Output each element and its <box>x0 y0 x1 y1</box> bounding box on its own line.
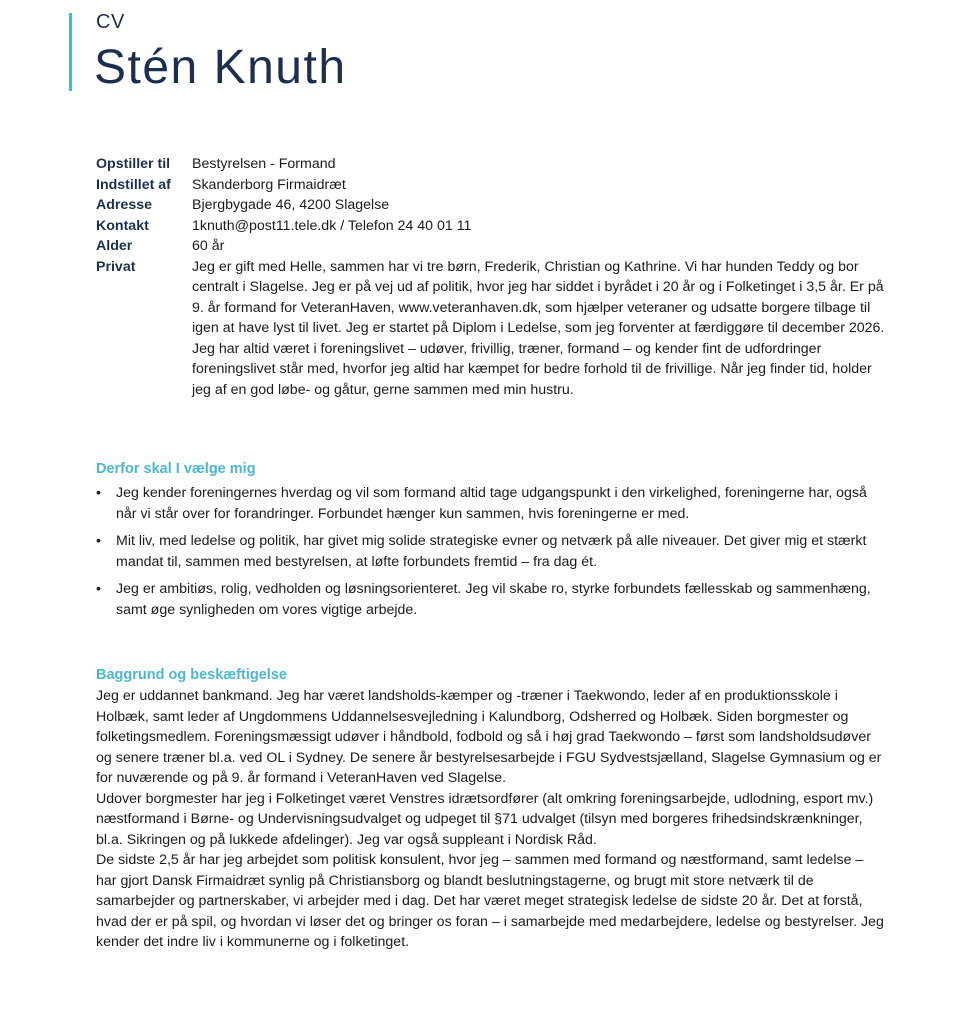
info-value: Bjergbygade 46, 4200 Slagelse <box>192 197 390 213</box>
info-table <box>96 154 886 400</box>
cv-label: CV <box>96 11 125 33</box>
background-paragraph: De sidste 2,5 år har jeg arbejdet som politisk konsulent, hvor jeg – sammen med formand og næstformand, samt ledelse – har gjort Dansk Firmaidræt synlig på Christiansborg og blandt beslutningstagerne, og brugt mit store netværk til de samarbejder og partnerskaber, vi arbejder med i dag. Det har været meget strategisk ledelse de sidste 20 år. Det at forstå, hvad der er på spil, og hvordan vi løser det og bringer os foran – i samarbejde med medarbejdere, ledelse og bestyrelser. Jeg kender det indre liv i kommunerne og i folketinget. <box>96 852 884 950</box>
candidate-name: Stén Knuth <box>94 41 347 94</box>
section-title-background: Baggrund og beskæftigelse <box>96 667 287 683</box>
info-row-opstiller <box>96 154 886 175</box>
info-row-privat <box>96 257 886 401</box>
info-key: Kontakt <box>96 217 149 234</box>
why-list <box>96 483 876 627</box>
info-value: Skanderborg Firmaidræt <box>192 176 346 193</box>
info-value: 1knuth@post11.tele.dk / Telefon 24 40 01 11 <box>192 217 472 234</box>
info-key: Adresse <box>96 197 152 213</box>
info-row-adresse <box>96 195 886 216</box>
bullet-icon: • <box>96 485 101 501</box>
info-value: 60 år <box>192 238 225 254</box>
info-key: Privat <box>96 258 136 275</box>
bullet-icon: • <box>96 581 101 597</box>
section-title-why: Derfor skal I vælge mig <box>96 461 256 477</box>
privat-paragraph: Jeg har altid været i foreningslivet – udøver, frivillig, træner, formand – og kender fint de udfordringer foreningslivet står med, hvorfor jeg altid har kæmpet for bedre forhold til de frivillige. Når jeg finder tid, holder jeg af en god løbe- og gåtur, gerne sammen med min hustru. <box>192 340 872 398</box>
info-value: Bestyrelsen - Formand <box>192 156 336 172</box>
background-paragraph: Jeg er uddannet bankmand. Jeg har været landsholds-kæmper og -træner i Taekwondo, leder af en produktionsskole i Holbæk, samt leder af Ungdommens Uddannelsesvejledning i Kalundborg, Odsherred og Holbæk. Siden borgmester og folketingsmedlem. Foreningsmæssigt udøver i håndbold, fodbold og så i høj grad Taekwondo – først som landsholdsudøver og senere træner bl.a. ved OL i Sydney. De senere år bestyrelsesarbejde i FGU Sydvestsjælland, Slagelse Gymnasium og er for nuværende og på 9. år formand i VeteranHaven ved Slagelse. <box>96 688 882 786</box>
info-row-kontakt <box>96 216 886 237</box>
info-row-alder <box>96 236 886 257</box>
accent-bar <box>69 13 72 91</box>
background-text <box>96 686 886 953</box>
info-key: Opstiller til <box>96 156 171 172</box>
list-item <box>96 579 876 620</box>
background-paragraph: Udover borgmester har jeg i Folketinget været Venstres idrætsordfører (alt omkring foreningsarbejde, udlodning, esport mv.) næstformand i Børne- og Undervisningsudvalget og udpeget til §71 udvalget (tilsyn med borgeres frihedsindskrænkninger, bl.a. Sikringen og på lukkede afdelinger). Jeg var også suppleant i Nordisk Råd. <box>96 790 874 848</box>
bullet-icon: • <box>96 533 101 549</box>
list-item-text: Mit liv, med ledelse og politik, har givet mig solide strategiske evner og netværk på alle niveauer. Det giver mig et stærkt mandat til, sammen med bestyrelsen, at løfte forbundets fremtid – fra dag ét. <box>116 533 867 570</box>
list-item-text: Jeg er ambitiøs, rolig, vedholden og løsningsorienteret. Jeg vil skabe ro, styrke forbundets fællesskab og sammenhæng, samt øge synligheden om vores vigtige arbejde. <box>116 581 871 618</box>
info-key: Alder <box>96 238 133 254</box>
privat-text <box>192 257 886 401</box>
list-item <box>96 531 876 572</box>
info-key: Indstillet af <box>96 176 171 193</box>
list-item-text: Jeg kender foreningernes hverdag og vil som formand altid tage udgangspunkt i den virkelighed, foreningerne har, også når vi står over for forandringer. Forbundet hænger kun sammen, hvis foreningerne er med. <box>116 485 867 522</box>
info-row-indstillet <box>96 175 886 196</box>
list-item <box>96 483 876 524</box>
privat-paragraph: Jeg er gift med Helle, sammen har vi tre børn, Frederik, Christian og Kathrine. Vi har hunden Teddy og bor centralt i Slagelse. Jeg er på vej ud af politik, hvor jeg har siddet i byrådet i 20 år og i Folketinget i 3,5 år. Er på 9. år formand for VeteranHaven, www.veteranhaven.dk, som hjælper veteraner og udsatte borgere tilbage til igen at have lyst til livet. Jeg er startet på Diplom i Ledelse, som jeg forventer at færdiggøre til december 2026. <box>192 258 885 336</box>
